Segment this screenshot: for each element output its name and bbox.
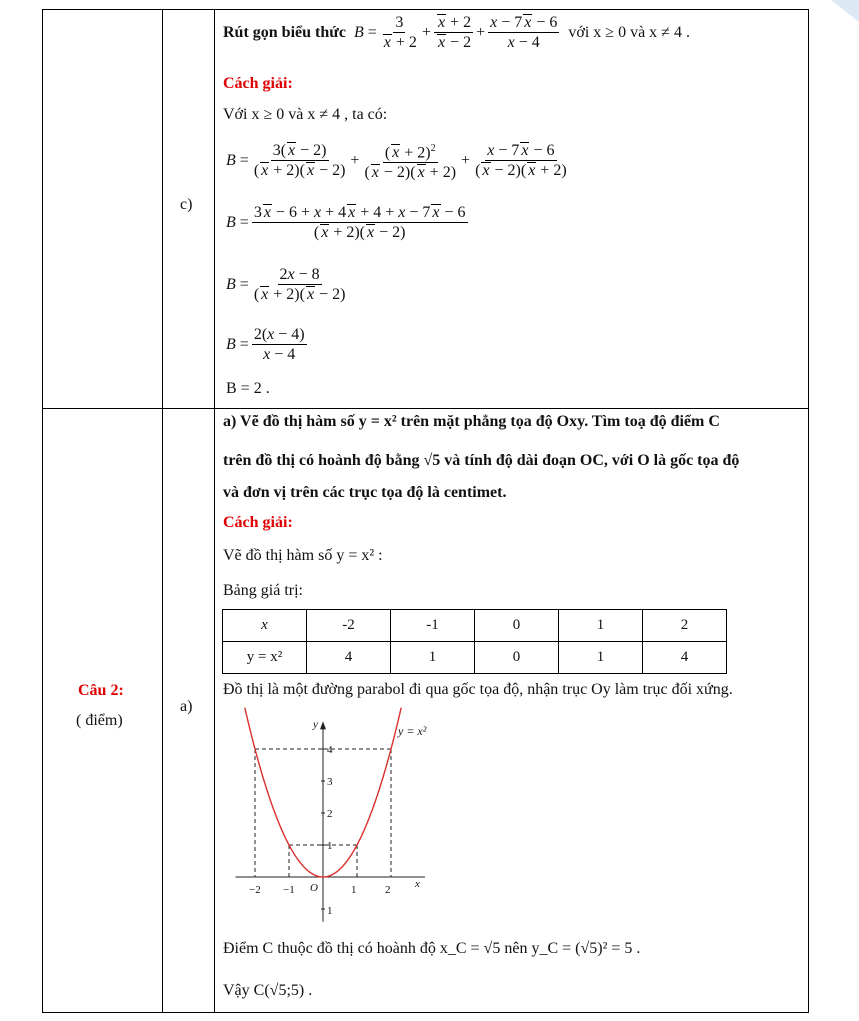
table-cell: 1 xyxy=(391,642,475,674)
conclusion: Vậy C(√5;5) . xyxy=(223,982,313,999)
table-header-y: y = x² xyxy=(223,642,307,674)
table-cell: 4 xyxy=(307,642,391,674)
function-label: y = x² xyxy=(398,724,427,738)
part-label-a: a) xyxy=(180,698,193,715)
table-border-middle xyxy=(42,408,809,409)
task-prefix: Rút gọn biểu thức xyxy=(223,23,346,41)
table-border-left xyxy=(42,9,43,1013)
method-heading-c: Cách giải: xyxy=(223,75,293,92)
table-caption: Bảng giá trị: xyxy=(223,582,303,599)
question-title: Câu 2: xyxy=(78,682,124,699)
table-cell: -2 xyxy=(307,610,391,642)
task-line-1: a) Vẽ đồ thị hàm số y = x² trên mặt phẳng tọa độ Oxy. Tìm toạ độ điểm C xyxy=(223,413,720,430)
question-points: ( điểm) xyxy=(76,712,123,729)
graph-description: Đồ thị là một đường parabol đi qua gốc tọa độ, nhận trục Oy làm trục đối xứng. xyxy=(223,681,733,698)
step2-expression: B = $\frac{3 x - 6 + x + 4 x + 4 + x - 7 x - 6}{( x + 2)( x - 2)}$ xyxy=(226,204,466,241)
step4-expression: B = $\frac{2(x - 4)}{x - 4}$ xyxy=(226,326,305,363)
step3-expression: B = $\frac{2x - 8}{( x + 2)( x - 2)}$ xyxy=(226,266,346,303)
table-col-divider-1 xyxy=(162,9,163,1013)
section-c-label: c) xyxy=(180,196,193,213)
method-heading-a: Cách giải: xyxy=(223,514,293,531)
corner-decoration xyxy=(809,0,859,30)
section-c-task: Rút gọn biểu thức B = $\frac{3}{x + 2}$ + $\frac{x + 2}{x - 2}$ + $\frac{x - 7 x - 6}{x - 4}$ với x ≥ 0 và x ≠ 4 . xyxy=(223,14,690,51)
table-cell: 4 xyxy=(643,642,727,674)
y-tick-label: 3 xyxy=(327,776,333,788)
x-axis-label: x xyxy=(415,878,420,890)
table-cell: -1 xyxy=(391,610,475,642)
y-tick-label: 2 xyxy=(327,808,333,820)
draw-intro: Vẽ đồ thị hàm số y = x² : xyxy=(223,547,383,564)
y-axis-arrow xyxy=(320,721,326,729)
point-c-line: Điểm C thuộc đồ thị có hoành độ x_C = √5 nên y_C = (√5)² = 5 . xyxy=(223,940,641,957)
table-header-x: x xyxy=(223,610,307,642)
origin-label: O xyxy=(310,882,318,894)
parabola-graph xyxy=(215,705,465,930)
table-border-top xyxy=(42,9,809,10)
y-axis-label: y xyxy=(313,718,318,731)
table-cell: 0 xyxy=(475,610,559,642)
x-tick-label: −1 xyxy=(283,884,295,896)
x-tick-label: −2 xyxy=(249,884,261,896)
x-tick-label: 1 xyxy=(351,884,357,896)
table-row xyxy=(223,610,727,642)
table-cell: 1 xyxy=(559,610,643,642)
table-cell: 2 xyxy=(643,610,727,642)
table-row xyxy=(223,642,727,674)
table-border-bottom xyxy=(42,1012,809,1013)
table-cell: 1 xyxy=(559,642,643,674)
x-tick-label: 2 xyxy=(385,884,391,896)
task-condition: với x ≥ 0 và x ≠ 4 . xyxy=(568,23,690,41)
table-cell: 0 xyxy=(475,642,559,674)
y-tick-label: 4 xyxy=(327,744,333,756)
value-table xyxy=(222,609,727,674)
y-tick-label: 1 xyxy=(327,840,333,852)
intro-text-c: Với x ≥ 0 và x ≠ 4 , ta có: xyxy=(223,106,388,123)
task-line-3: và đơn vị trên các trục tọa độ là centimet. xyxy=(223,484,507,501)
task-line-2: trên đồ thị có hoành độ bằng √5 và tính độ dài đoạn OC, với O là gốc tọa độ xyxy=(223,452,740,469)
y-tick-label: 1 xyxy=(327,905,333,917)
step1-expression: B = $\frac{3( x - 2)}{( x + 2)( x - 2)}$ + $\frac{( x + 2)^2}{( x - 2)( x + 2)}$ + $\frac{x - 7 x - 6}{( x - 2)( x + 2)}$ xyxy=(226,140,572,181)
table-border-right xyxy=(808,9,809,1013)
result-b: B = 2 . xyxy=(226,380,270,397)
